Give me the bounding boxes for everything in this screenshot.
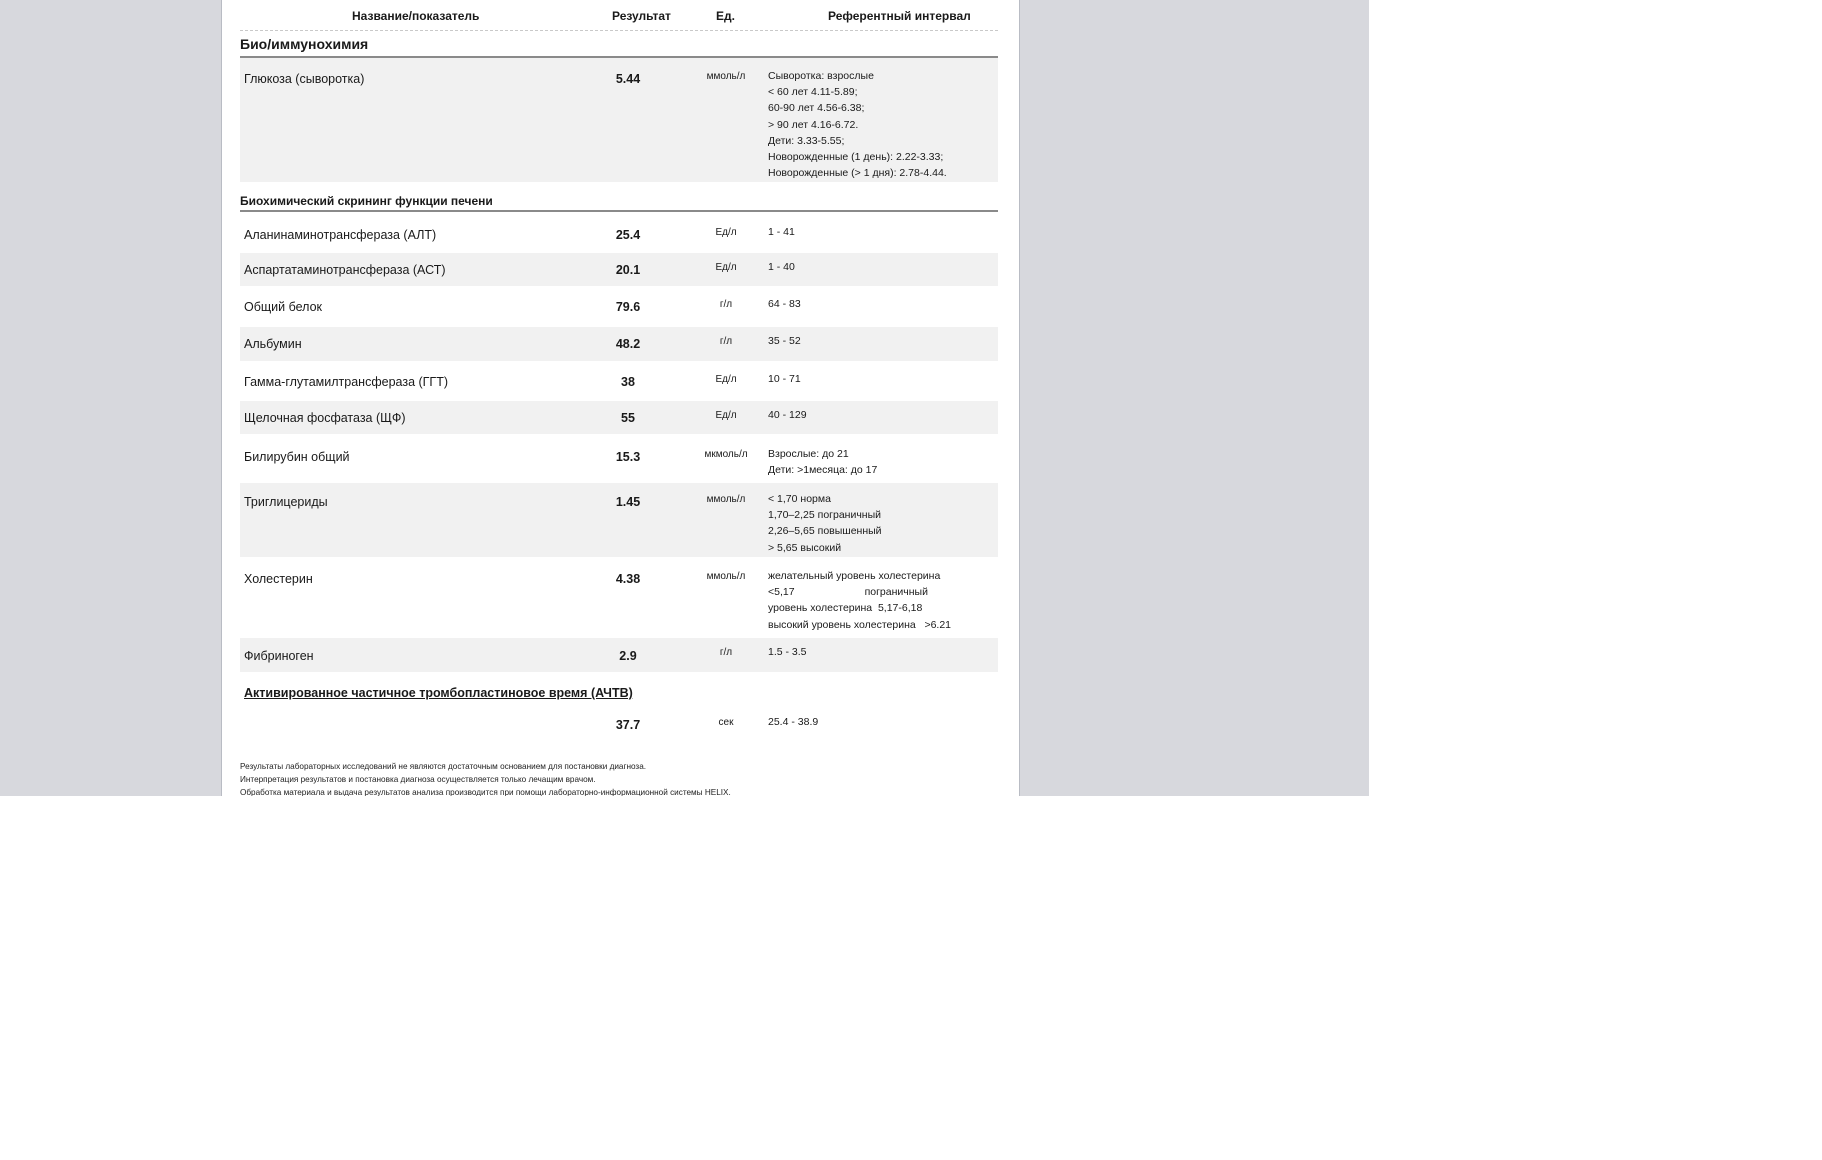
- footer-line: Результаты лабораторных исследований не являются достаточным основанием для постановки диагноза.: [240, 762, 647, 771]
- row-unit: Ед/л: [715, 227, 737, 238]
- row-value: 37.7: [615, 718, 641, 732]
- row-unit: г/л: [719, 647, 733, 658]
- row-name: Глюкоза (сыворотка): [244, 72, 365, 86]
- header-reference: Референтный интервал: [828, 9, 971, 23]
- row-unit: г/л: [719, 336, 733, 347]
- row-value: 20.1: [615, 263, 641, 277]
- table-row: [240, 638, 998, 672]
- row-unit: сек: [718, 717, 734, 728]
- row-name: Щелочная фосфатаза (ЩФ): [244, 411, 406, 425]
- lab-report-page: [221, 0, 1020, 796]
- row-value: 25.4: [615, 228, 641, 242]
- table-row: [240, 365, 998, 399]
- footer-line: Интерпретация результатов и постановка диагноза осуществляется только лечащим врачом.: [240, 775, 596, 784]
- row-value: 48.2: [615, 337, 641, 351]
- table-row: [240, 708, 998, 742]
- row-unit: Ед/л: [715, 262, 737, 273]
- row-value: 5.44: [615, 72, 641, 86]
- footer-line: Обработка материала и выдача результатов анализа производится при помощи лабораторно-информационной системы HELIX.: [240, 788, 731, 796]
- section-aptt: Активированное частичное тромбопластиновое время (АЧТВ): [244, 686, 633, 700]
- table-header: [240, 0, 998, 31]
- table-row: [240, 253, 998, 286]
- table-row: [240, 58, 998, 182]
- row-reference: Взрослые: до 21 Дети: >1месяца: до 17: [768, 448, 878, 477]
- row-name: Аспартатаминотрансфераза (АСТ): [244, 263, 446, 277]
- row-name: Билирубин общий: [244, 450, 350, 464]
- row-reference: Сыворотка: взрослые < 60 лет 4.11-5.89; 60-90 лет 4.56-6.38; > 90 лет 4.16-6.72. Дети: 3.33-5.55; Новорожденные (1 день): 2.22-3.33; Новорожденные (> 1 дня): 2.78-4.44.: [768, 70, 947, 180]
- row-value: 15.3: [615, 450, 641, 464]
- section-bio-immunochemistry: Био/иммунохимия: [240, 36, 998, 58]
- row-reference: < 1,70 норма 1,70–2,25 пограничный 2,26–5,65 повышенный > 5,65 высокий: [768, 493, 882, 554]
- row-reference: 10 - 71: [768, 373, 801, 385]
- table-row: [240, 327, 998, 361]
- row-value: 1.45: [615, 495, 641, 509]
- row-reference: 35 - 52: [768, 335, 801, 347]
- row-reference: 64 - 83: [768, 298, 801, 310]
- row-name: Гамма-глутамилтрансфераза (ГГТ): [244, 375, 448, 389]
- row-value: 4.38: [615, 572, 641, 586]
- row-value: 2.9: [619, 649, 637, 663]
- row-value: 79.6: [615, 300, 641, 314]
- section-liver-screening: Биохимический скрининг функции печени: [240, 194, 998, 212]
- row-name: Общий белок: [244, 300, 323, 314]
- row-name: Альбумин: [244, 337, 302, 351]
- row-value: 55: [621, 411, 635, 425]
- row-reference: 1.5 - 3.5: [768, 646, 807, 658]
- row-reference: 1 - 40: [768, 261, 795, 273]
- row-unit: г/л: [719, 299, 733, 310]
- row-unit: Ед/л: [715, 410, 737, 421]
- row-value: 38: [621, 375, 635, 389]
- row-unit: мкмоль/л: [704, 449, 748, 460]
- row-reference: желательный уровень холестерина <5,17 пограничный уровень холестерина 5,17-6,18 высокий уровень холестерина >6.21: [768, 570, 952, 631]
- table-row: [240, 290, 998, 324]
- row-unit: Ед/л: [715, 374, 737, 385]
- row-name: Фибриноген: [244, 649, 314, 663]
- row-unit: ммоль/л: [706, 71, 746, 82]
- header-unit: Ед.: [716, 9, 735, 23]
- row-reference: 1 - 41: [768, 226, 795, 238]
- header-name: Название/показатель: [352, 9, 480, 23]
- table-row: [240, 437, 998, 481]
- table-row: [240, 483, 998, 557]
- row-unit: ммоль/л: [706, 494, 746, 505]
- row-name: Холестерин: [244, 572, 313, 586]
- row-name: Триглицериды: [244, 495, 328, 509]
- row-reference: 40 - 129: [768, 409, 807, 421]
- table-row: [240, 218, 998, 252]
- footer-notes: [240, 760, 731, 796]
- row-name: Аланинаминотрансфераза (АЛТ): [244, 228, 437, 242]
- row-reference: 25.4 - 38.9: [768, 716, 819, 728]
- row-unit: ммоль/л: [706, 571, 746, 582]
- header-result: Результат: [612, 9, 671, 23]
- table-row: [240, 560, 998, 634]
- table-row: [240, 401, 998, 434]
